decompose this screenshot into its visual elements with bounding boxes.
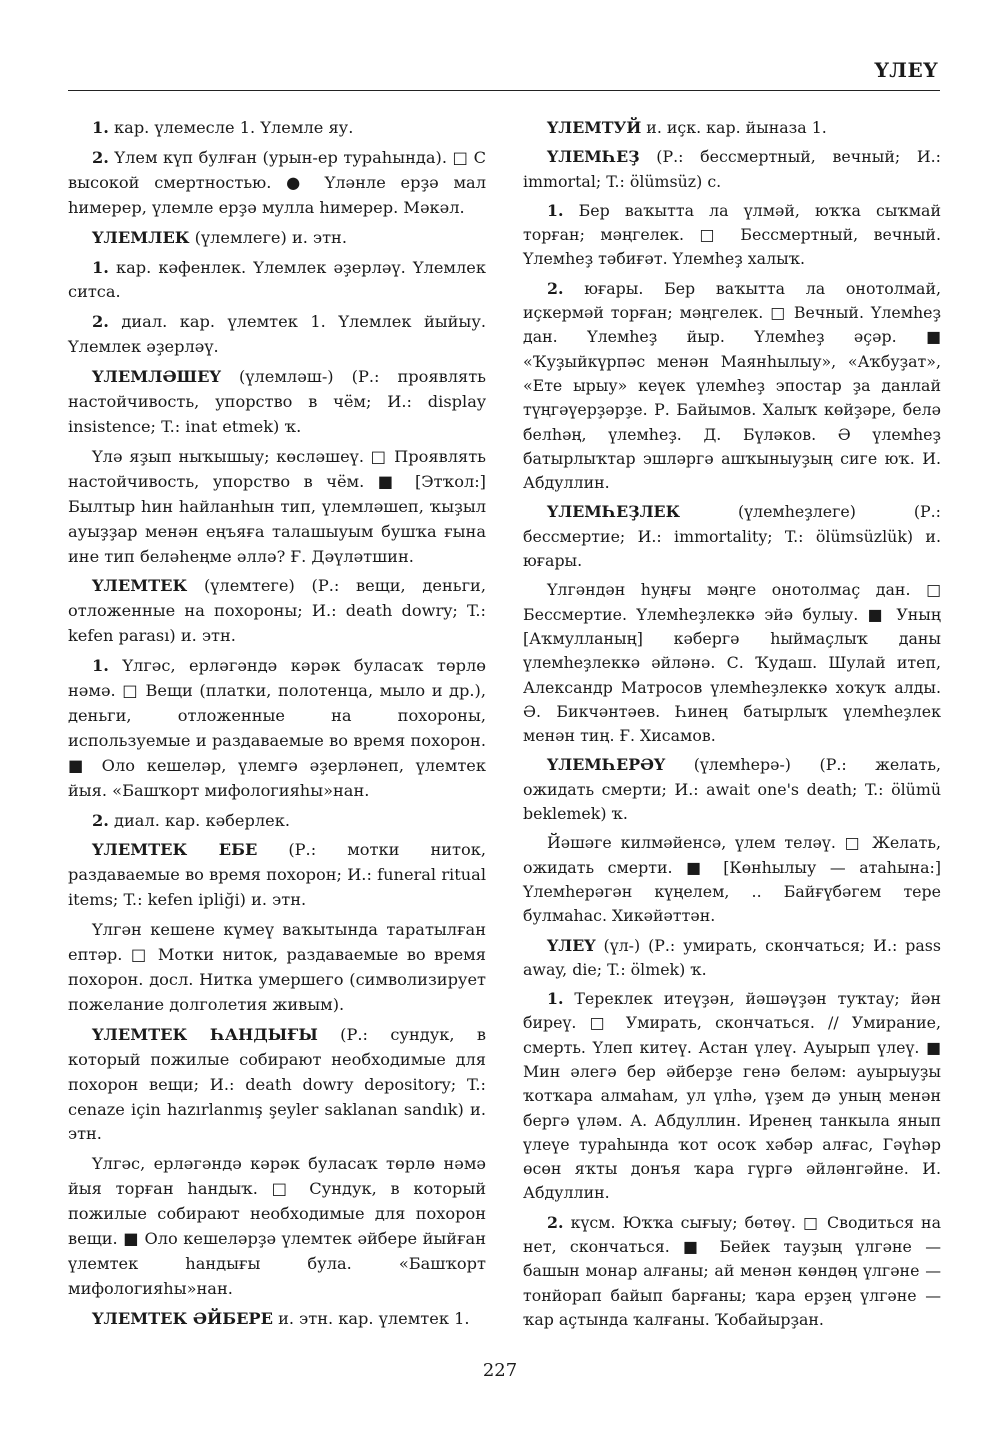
entry-paragraph: Йәшәге килмәйенсә, үлем теләү. □ Желать, ожидать смерти. ■ [Көнһылыу — атаһына:] Үлемһерәгән күңелем, .. Байғүбәгем тере булмаһас. Хикәйәттән. [523, 833, 941, 926]
header-rule [68, 90, 940, 91]
left-column [68, 116, 486, 1337]
headword-entry: ҮЛЕМТЕК (үлемтеге) (Р.: вещи, деньги, отложенные на похороны; И.: death dowry; T.: kefen parası) и. этн. [68, 576, 486, 646]
entry-paragraph: 2. диал. кар. үлемтек 1. Үлемлек йыйыу. Үлемлек әҙерләү. [68, 312, 486, 357]
entry-paragraph: Үлгән кешене күмеү ваҡытында таратылған ептәр. □ Мотки ниток, раздаваемые во время похорон. досл. Нитка умершего (символизирует пожелание долголетия живым). [68, 920, 486, 1014]
entry-paragraph: 1. Үлгәс, ерләгәндә кәрәк буласаҡ төрлө нәмә. □ Вещи (платки, полотенца, мыло и др.), деньги, отложенные на похороны, используемые и раздаваемые во время похорон. ■ Оло кешеләр, үлемгә әҙерләнеп, үлемтек йыя. «Башҡорт мифологияһы»нан. [68, 656, 486, 800]
entry-paragraph: 1. кар. үлемесле 1. Үлемле яу. [92, 118, 354, 137]
headword-entry: ҮЛЕМҺЕРӘҮ (үлемһерә-) (Р.: желать, ожидать смерти; И.: await one's death; T.: ölümü beklemek) ҡ. [523, 755, 941, 824]
page-number: 227 [482, 1360, 518, 1381]
headword-entry: ҮЛЕМҺЕҘ (Р.: бессмертный, вечный; И.: immortal; T.: ölümsüz) с. [523, 147, 941, 191]
headword-entry: ҮЛЕМЛЕК (үлемлеге) и. этн. [92, 227, 347, 247]
entry-paragraph: 1. кар. кәфенлек. Үлемлек әҙерләү. Үлемлек ситса. [68, 257, 486, 302]
running-head: ҮЛЕҮ [874, 58, 938, 82]
entry-paragraph: Үлә яҙып ныҡышыу; көсләшеү. □ Проявлять настойчивость, упорство в чём. ■ [Этҡол:] Былтыр һин һайланһын тип, үлемләшеп, ҡыҙыл ауыҙҙар менән еңъяға талашыуым бушҡа ғына ине тип беләһеңме әллә? Ғ. Дәүләтшин. [68, 446, 486, 566]
headword-entry: ҮЛЕМТУЙ и. иҫк. кар. йыназа 1. [547, 118, 827, 137]
entry-paragraph: 1. Тереклек итеүҙән, йәшәүҙән туҡтау; йән биреү. □ Умирать, скончаться. // Умирание, смерть. Үлеп китеү. Астан үлеү. Ауырып үлеү. ■ Мин әлегә бер әйберҙе генә беләм: ауырыуҙы ҡотҡара алмаһам, ул үлһә, үҙем дә уның менән бергә үләм. А. Абдуллин. Иренең танкыла янып үлеүе тураһында ҡот осоҡ хәбәр алғас, Гәүһәр өсөн яҡты донъя ҡара гүргә әйләнгәйне. И. Абдуллин. [523, 989, 941, 1203]
headword-entry: ҮЛЕМЛӘШЕҮ (үлемләш-) (Р.: проявлять настойчивость, упорство в чём; И.: display insistence; T.: inat etmek) ҡ. [68, 367, 486, 436]
headword-entry: ҮЛЕМТЕК ҺАНДЫҒЫ (Р.: сундук, в который пожилые собирают необходимые для похорон вещи; И.: death dowry depository; T.: cenaze için hazırlanmış şeyler saklanan sandık) и. этн. [68, 1024, 486, 1144]
entry-paragraph: 2. юғары. Бер ваҡытта ла онотолмай, иҫкермәй торған; мәңгелек. □ Вечный. Үлемһеҙ дан. Үлемһеҙ йыр. Үлемһеҙ әҫәр. ■ «Ҡуҙыйкүрпәс менән Маянһылыу», «Аҡбуҙат», «Ете ырыу» кеүек үлемһеҙ эпостар ҙа данлай түңгәүерҙәрҙе. Р. Байымов. Халыҡ көйҙәре, белә белһәң, үлемһеҙ. Д. Бүләков. Ә үлемһеҙ батырлыҡтар эшләргә ашҡыныуҙың сиге юҡ. И. Абдуллин. [523, 278, 941, 493]
headword-entry: ҮЛЕМТЕК ӘЙБЕРЕ и. этн. кар. үлемтек 1. [92, 1308, 470, 1328]
headword-entry: ҮЛЕМҺЕҘЛЕК (үлемһеҙлеге) (Р.: бессмертие; И.: immortality; T.: ölümsüzlük) и. юғары. [523, 502, 941, 571]
entry-paragraph: 2. Үлем күп булған (урын-ер тураһында). □ С высокой смертностью. ● Үләнле ерҙә мал һимерер, үлемле ерҙә мулла һимерер. Мәкәл. [68, 147, 486, 217]
entry-paragraph: 1. Бер ваҡытта ла үлмәй, юҡҡа сыҡмай торған; мәңгелек. □ Бессмертный, вечный. Үлемһеҙ тәбиғәт. Үлемһеҙ халыҡ. [523, 200, 941, 269]
entry-paragraph: 2. күсм. Юҡҡа сығыу; бөтөү. □ Сводиться на нет, скончаться. ■ Бейек тауҙың үлгәне — башын монар алғаны; ай менән көндөң үлгәне — тонйорап байып барғаны; ҡара ерҙең үлгәне — ҡар аҫтында ҡалғаны. Ҡобайырҙан. [523, 1212, 941, 1329]
entry-paragraph: Үлгәс, ерләгәндә кәрәк буласаҡ төрлө нәмә йыя торған һандыҡ. □ Сундук, в который пожилые собирают необходимые для похорон вещи. ■ Оло кешеләрҙә үлемтек әйбере йыйған үлемтек һандығы була. «Башҡорт мифологияһы»нан. [68, 1154, 486, 1298]
entry-paragraph: Үлгәндән һуңғы мәңге онотолмаҫ дан. □ Бессмертие. Үлемһеҙлеккә эйә булыу. ■ Уның [Аҡмулланың] кәбергә һыймаҫлыҡ даны үлемһеҙлеккә әйләнә. С. Ҡудаш. Шулай итеп, Александр Матросов үлемһеҙлеккә хоҡуҡ алды. Ә. Бикчәнтәев. Һинең батырлыҡ үлемһеҙлек менән тиң. Ғ. Хисамов. [523, 580, 941, 746]
headword-entry: ҮЛЕҮ (үл-) (Р.: умирать, скончаться; И.: pass away, die; T.: ölmek) ҡ. [523, 935, 941, 979]
entry-paragraph: 2. диал. кар. кәберлек. [92, 810, 290, 830]
headword-entry: ҮЛЕМТЕК ЕБЕ (Р.: мотки ниток, раздаваемые во время похорон; И.: funeral ritual items; T.: kefen ipliği) и. этн. [68, 840, 486, 910]
right-column [523, 116, 941, 1337]
